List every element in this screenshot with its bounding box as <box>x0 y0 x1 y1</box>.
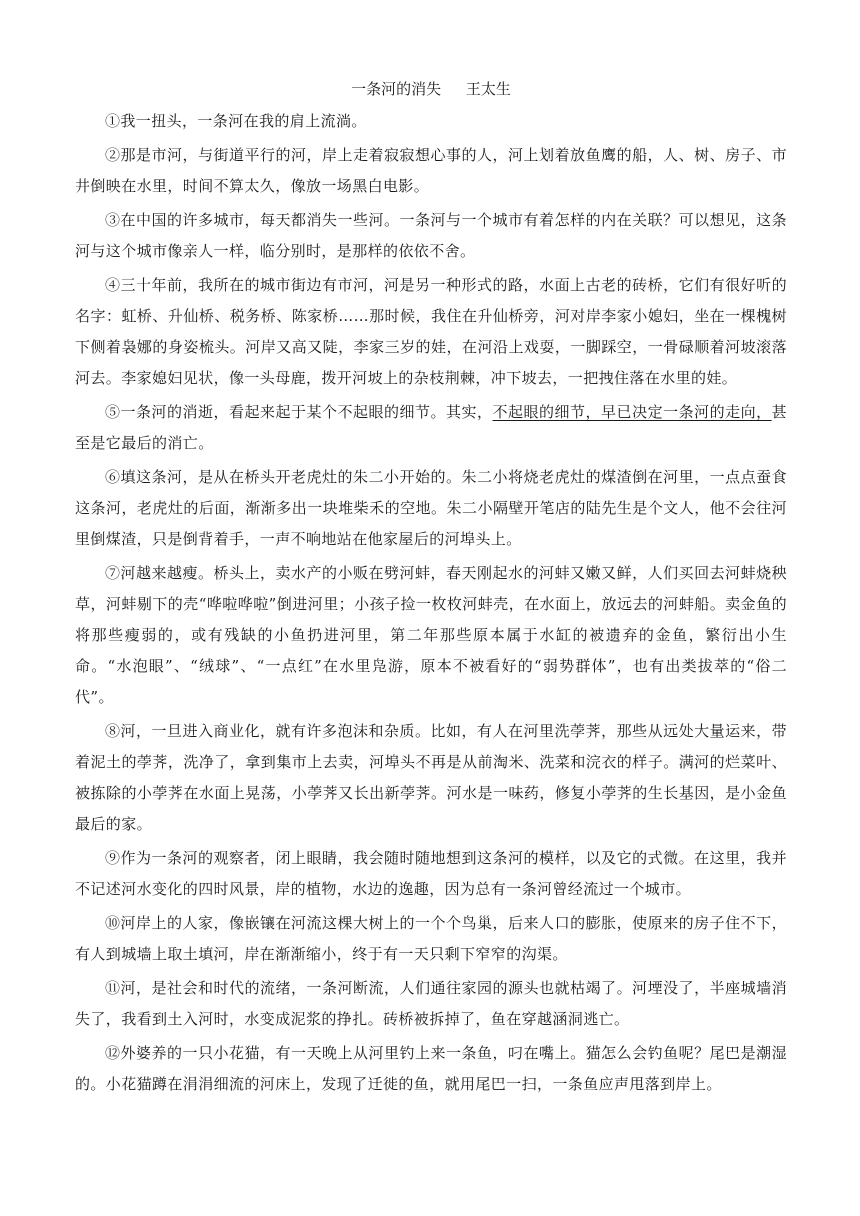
paragraph-9: ⑨作为一条河的观察者，闭上眼睛，我会随时随地想到这条河的模样，以及它的式微。在这里，我并不记述河水变化的四时风景，岸的植物，水边的逸趣，因为总有一条河曾经流过一个城市。 <box>75 849 787 898</box>
paragraph-6: ⑥填这条河，是从在桥头开老虎灶的朱二小开始的。朱二小将烧老虎灶的煤渣倒在河里，一点点蚕食这条河，老虎灶的后面，渐渐多出一块堆柴禾的空地。朱二小隔壁开笔店的陆先生是个文人，他不会往河里倒煤渣，只是倒背着手，一声不响地站在他家屋后的河埠头上。 <box>75 468 787 548</box>
document-page <box>75 78 787 1103</box>
paragraph-5 <box>75 397 787 459</box>
title-row <box>75 78 787 100</box>
paragraph-1: ①我一扭头，一条河在我的肩上流淌。 <box>105 112 367 130</box>
paragraph-5-before: ⑤一条河的消逝，看起来起于某个不起眼的细节。其实， <box>105 403 493 421</box>
paragraph-12: ⑫外婆养的一只小花猫，有一天晚上从河里钓上来一条鱼，叼在嘴上。猫怎么会钓鱼呢？尾巴是潮湿的。小花猫蹲在涓涓细流的河床上，发现了迁徙的鱼，就用尾巴一扫，一条鱼应声甩落到岸上。 <box>75 1044 787 1093</box>
paragraph-5-after: 甚至是它最后的消亡。 <box>75 403 787 452</box>
paragraph-3: ③在中国的许多城市，每天都消失一些河。一条河与一个城市有着怎样的内在关联？可以想见，这条河与这个城市像亲人一样，临分别时，是那样的依依不舍。 <box>75 211 787 260</box>
paragraph-8: ⑧河，一旦进入商业化，就有许多泡沫和杂质。比如，有人在河里洗荸荠，那些从远处大量运来，带着泥土的荸荠，洗净了，拿到集市上去卖，河埠头不再是从前淘米、洗菜和浣衣的样子。满河的烂菜叶、被拣除的小荸荠在水面上晃荡，小荸荠又长出新荸荠。河水是一味药，修复小荸荠的生长基因，是小金鱼最后的家。 <box>75 722 787 833</box>
underlined-sentence: 不起眼的细节，早已决定一条河的走向， <box>492 403 772 421</box>
paragraph-11: ⑪河，是社会和时代的流绪，一条河断流，人们通往家园的源头也就枯竭了。河堙没了，半座城墙消失了，我看到土入河时，水变成泥浆的挣扎。砖桥被拆掉了，鱼在穿越涵洞逃亡。 <box>75 979 787 1028</box>
paragraph-10: ⑩河岸上的人家，像嵌镶在河流这棵大树上的一个个鸟巢，后来人口的膨胀，使原来的房子住不下，有人到城墙上取土填河，岸在渐渐缩小，终于有一天只剩下窄窄的沟渠。 <box>75 914 787 963</box>
article-title: 一条河的消失 <box>351 80 442 98</box>
paragraph-4: ④三十年前，我所在的城市街边有市河，河是另一种形式的路，水面上古老的砖桥，它们有很好听的名字：虹桥、升仙桥、税务桥、陈家桥……那时候，我住在升仙桥旁，河对岸李家小媳妇，坐在一棵槐树下侧着袅娜的身姿梳头。河岸又高又陡，李家三岁的娃，在河沿上戏耍，一脚踩空，一骨碌顺着河坡滚落河去。李家媳妇见状，像一头母鹿，拨开河坡上的杂枝荆棘，冲下坡去，一把拽住落在水里的娃。 <box>75 276 787 387</box>
paragraph-2: ②那是市河，与街道平行的河，岸上走着寂寂想心事的人，河上划着放鱼鹰的船，人、树、房子、市井倒映在水里，时间不算太久，像放一场黑白电影。 <box>75 146 787 195</box>
paragraph-7: ⑦河越来越瘦。桥头上，卖水产的小贩在劈河蚌，春天刚起水的河蚌又嫩又鲜，人们买回去河蚌烧秧草，河蚌剔下的壳“哗啦哗啦”倒进河里；小孩子捡一枚枚河蚌壳，在水面上，放远去的河蚌船。卖金鱼的将那些瘦弱的，或有残缺的小鱼扔进河里，第二年那些原本属于水缸的被遗弃的金鱼，繁衍出小生命。“水泡眼”、“绒球”、“一点红”在水里凫游，原本不被看好的“弱势群体”，也有出类拔萃的“俗二代”。 <box>75 564 787 706</box>
article-author: 王太生 <box>465 80 511 98</box>
